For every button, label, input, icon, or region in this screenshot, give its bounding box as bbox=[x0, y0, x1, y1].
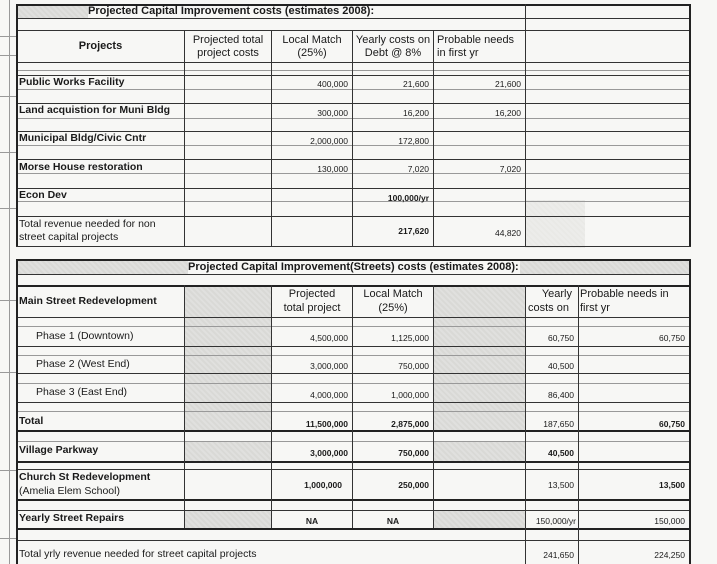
row-municipal-bldg: Municipal Bldg/Civic Cntr bbox=[19, 132, 147, 144]
cell-yearly: 172,800 bbox=[398, 136, 429, 146]
header-total-project-1: Projected bbox=[288, 288, 336, 300]
row-village-parkway: Village Parkway bbox=[19, 444, 99, 456]
header-yearly-s2-2: costs on bbox=[528, 302, 569, 314]
shade-repairs-b bbox=[184, 510, 271, 528]
cell-phase-local: 750,000 bbox=[398, 361, 429, 371]
cell-local-match: 300,000 bbox=[317, 108, 348, 118]
header-local-match-s2-1: Local Match bbox=[363, 288, 423, 300]
cell-church-total: 1,000,000 bbox=[304, 480, 342, 490]
cell-total-yearly: 187,650 bbox=[543, 419, 574, 429]
cell-village-local: 750,000 bbox=[398, 448, 429, 458]
shade-title1 bbox=[18, 5, 88, 18]
cell-repairs-total: NA bbox=[305, 516, 319, 526]
cell-repairs-probable: 150,000 bbox=[654, 516, 685, 526]
header-probable-needs-1: Probable needs bbox=[437, 34, 515, 46]
cell-phase-yearly: 40,500 bbox=[548, 361, 574, 371]
row-phase-1: Phase 1 (Downtown) bbox=[36, 330, 134, 342]
total-non-street-probable: 44,820 bbox=[495, 228, 521, 238]
cell-local-match: 2,000,000 bbox=[310, 136, 348, 146]
cell-local-match: 130,000 bbox=[317, 164, 348, 174]
shade-repairs-e bbox=[433, 510, 525, 528]
row-econ-dev: Econ Dev bbox=[19, 189, 67, 201]
row-main-street: Main Street Redevelopment bbox=[19, 295, 157, 307]
shade-village-b bbox=[184, 442, 271, 462]
cell-yearly: 7,020 bbox=[407, 164, 429, 174]
cell-repairs-yearly: 150,000/yr bbox=[535, 516, 576, 526]
cell-yearly: 100,000/yr bbox=[387, 193, 429, 203]
row-yearly-street-repairs: Yearly Street Repairs bbox=[19, 512, 125, 524]
shade-smudge bbox=[525, 200, 585, 248]
cell-repairs-local: NA bbox=[386, 516, 400, 526]
cell-church-local: 250,000 bbox=[398, 480, 429, 490]
cell-total-local: 2,875,000 bbox=[391, 419, 429, 429]
total-non-street-yearly: 217,620 bbox=[398, 226, 429, 236]
cell-phase-yearly: 60,750 bbox=[548, 333, 574, 343]
row-public-works: Public Works Facility bbox=[19, 76, 125, 88]
header-local-match-1: Local Match bbox=[282, 34, 342, 46]
cell-phase-probable: 60,750 bbox=[659, 333, 685, 343]
cell-village-total: 3,000,000 bbox=[310, 448, 348, 458]
cell-probable: 7,020 bbox=[499, 164, 521, 174]
cell-probable: 21,600 bbox=[495, 79, 521, 89]
total-non-street-label-2: street capital projects bbox=[19, 231, 119, 243]
header-projects: Projects bbox=[78, 40, 123, 52]
cell-church-yearly: 13,500 bbox=[548, 480, 574, 490]
row-land-acquisition: Land acquistion for Muni Bldg bbox=[19, 104, 171, 116]
header-probable-s2-1: Probable needs in bbox=[580, 288, 669, 300]
cell-phase-local: 1,000,000 bbox=[391, 390, 429, 400]
cell-village-yearly: 40,500 bbox=[548, 448, 574, 458]
header-probable-needs-2: in first yr bbox=[437, 47, 479, 59]
cell-church-probable: 13,500 bbox=[659, 480, 685, 490]
header-total-costs-2: project costs bbox=[197, 47, 259, 59]
shade-title2-left bbox=[18, 260, 188, 275]
shade-col-b bbox=[184, 285, 271, 431]
shade-village-e bbox=[433, 442, 525, 462]
cell-phase-yearly: 86,400 bbox=[548, 390, 574, 400]
cell-phase-local: 1,125,000 bbox=[391, 333, 429, 343]
row-church-st-2: (Amelia Elem School) bbox=[19, 485, 120, 497]
row-phase-3: Phase 3 (East End) bbox=[36, 386, 128, 398]
cell-grand-yearly: 241,650 bbox=[543, 550, 574, 560]
cell-phase-total: 4,000,000 bbox=[310, 390, 348, 400]
header-total-project-2: total project bbox=[283, 302, 341, 314]
header-probable-s2-2: first yr bbox=[580, 302, 610, 314]
cell-phase-total: 4,500,000 bbox=[310, 333, 348, 343]
header-yearly-s2-1: Yearly bbox=[541, 288, 572, 300]
total-non-street-label-1: Total revenue needed for non bbox=[19, 218, 156, 230]
row-morse-house: Morse House restoration bbox=[19, 161, 143, 173]
header-total-costs-1: Projected total bbox=[192, 34, 264, 46]
row-grand-total: Total yrly revenue needed for street capital projects bbox=[19, 548, 257, 560]
header-yearly-costs-2: Debt @ 8% bbox=[364, 47, 422, 59]
header-local-match-s2-2: (25%) bbox=[378, 302, 408, 314]
header-local-match-2: (25%) bbox=[297, 47, 327, 59]
row-total: Total bbox=[19, 415, 44, 427]
shade-title2-right bbox=[520, 260, 690, 275]
cell-total-total: 11,500,000 bbox=[305, 419, 348, 429]
shade-col-e bbox=[433, 285, 525, 431]
cell-total-probable: 60,750 bbox=[659, 419, 685, 429]
cell-yearly: 16,200 bbox=[403, 108, 429, 118]
cell-grand-probable: 224,250 bbox=[654, 550, 685, 560]
row-church-st-1: Church St Redevelopment bbox=[19, 471, 151, 483]
cell-phase-total: 3,000,000 bbox=[310, 361, 348, 371]
header-yearly-costs-1: Yearly costs on bbox=[355, 34, 431, 46]
cell-local-match: 400,000 bbox=[317, 79, 348, 89]
section2-title: Projected Capital Improvement(Streets) costs (estimates 2008): bbox=[188, 261, 519, 273]
row-phase-2: Phase 2 (West End) bbox=[36, 358, 130, 370]
cell-probable: 16,200 bbox=[495, 108, 521, 118]
section1-title: Projected Capital Improvement costs (estimates 2008): bbox=[88, 5, 375, 17]
cell-yearly: 21,600 bbox=[403, 79, 429, 89]
